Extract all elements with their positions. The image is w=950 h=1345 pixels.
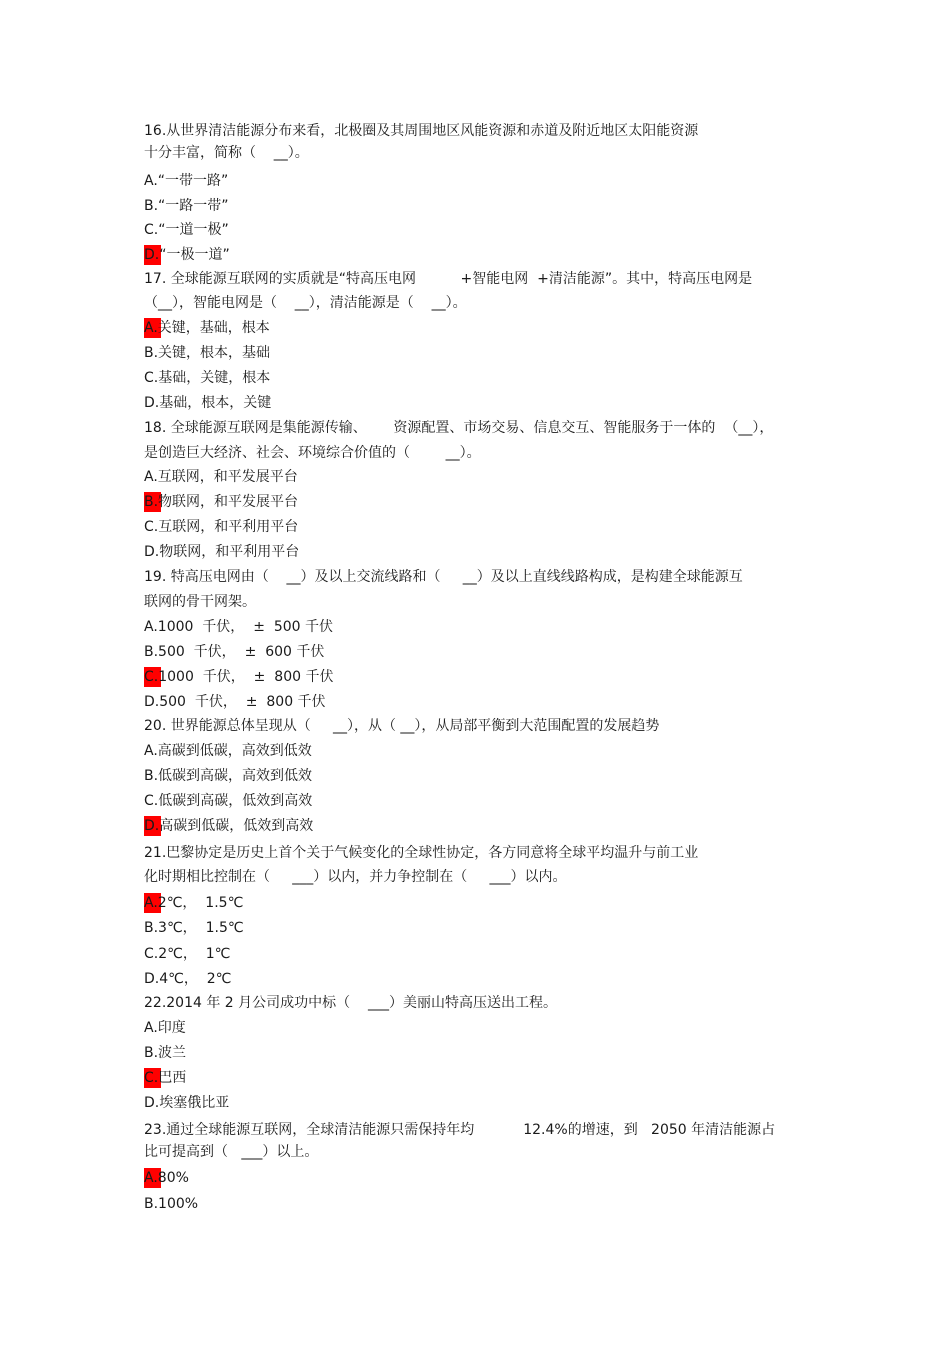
- q19-stem: 19. 特高压电网由（ __）及以上交流线路和（ __）及以上直线线路构成，是构建全球能源互: [144, 569, 743, 585]
- q16-stem: 16.从世界清洁能源分布来看，北极圈及其周围地区风能资源和赤道及附近地区太阳能资源: [144, 123, 699, 139]
- q20-stem: 20. 世界能源总体呈现从（ __），从（ __），从局部平衡到大范围配置的发展趋势: [144, 718, 660, 734]
- q22-option-b: B.波兰: [144, 1045, 187, 1061]
- q18-option-b: B.物联网，和平发展平台: [144, 494, 299, 510]
- q22-option-a: A.印度: [144, 1020, 186, 1036]
- q19-option-d: D.500 千伏， ± 800 千伏: [144, 694, 326, 710]
- q23-option-a: A.80%: [144, 1170, 189, 1186]
- q22-option-d: D.埃塞俄比亚: [144, 1095, 230, 1111]
- q21-stem: 21.巴黎协定是历史上首个关于气候变化的全球性协定，各方同意将全球平均温升与前工业: [144, 845, 699, 861]
- q22-option-c: C.巴西: [144, 1070, 187, 1086]
- q18-option-c: C.互联网，和平利用平台: [144, 519, 299, 535]
- q21-option-d: D.4℃， 2℃: [144, 971, 232, 987]
- q17-option-a: A.关键，基础，根本: [144, 320, 270, 336]
- q18-option-a: A.互联网，和平发展平台: [144, 469, 298, 485]
- q21-stem-cont: 化时期相比控制在（ ___）以内，并力争控制在（ ___）以内。: [144, 869, 567, 885]
- q22-stem: 22.2014 年 2 月公司成功中标（ ___）美丽山特高压送出工程。: [144, 995, 557, 1011]
- q16-option-d: D.“一极一道”: [144, 247, 230, 263]
- q21-option-b: B.3℃， 1.5℃: [144, 920, 244, 936]
- q17-option-b: B.关键，根本，基础: [144, 345, 271, 361]
- q21-option-c: C.2℃， 1℃: [144, 946, 231, 962]
- q17-option-d: D.基础，根本，关键: [144, 395, 272, 411]
- q20-option-d: D.高碳到低碳，低效到高效: [144, 818, 314, 834]
- q17-option-c: C.基础，关键，根本: [144, 370, 271, 386]
- q20-option-c: C.低碳到高碳，低效到高效: [144, 793, 313, 809]
- q19-stem-cont: 联网的骨干网架。: [144, 594, 256, 610]
- q23-stem-cont: 比可提高到（ ___）以上。: [144, 1144, 319, 1160]
- q16-option-c: C.“一道一极”: [144, 222, 229, 238]
- q17-stem: 17. 全球能源互联网的实质就是“特高压电网 +智能电网 +清洁能源”。其中，特高压电网是: [144, 271, 753, 287]
- q20-option-a: A.高碳到低碳，高效到低效: [144, 743, 312, 759]
- q19-option-b: B.500 千伏， ± 600 千伏: [144, 644, 325, 660]
- q18-option-d: D.物联网，和平利用平台: [144, 544, 300, 560]
- q16-option-b: B.“一路一带”: [144, 198, 229, 214]
- q16-stem-cont: 十分丰富，简称（ __）。: [144, 145, 309, 161]
- q17-stem-cont: （__），智能电网是（ __），清洁能源是（ __）。: [144, 295, 467, 311]
- q19-option-a: A.1000 千伏， ± 500 千伏: [144, 619, 334, 635]
- q20-option-b: B.低碳到高碳，高效到低效: [144, 768, 313, 784]
- q16-option-a: A.“一带一路”: [144, 173, 229, 189]
- q19-option-c: C.1000 千伏， ± 800 千伏: [144, 669, 334, 685]
- q23-option-b: B.100%: [144, 1196, 199, 1212]
- q18-stem: 18. 全球能源互联网是集能源传输、 资源配置、市场交易、信息交互、智能服务于一体的 （__），: [144, 420, 774, 436]
- q18-stem-cont: 是创造巨大经济、社会、环境综合价值的（ __）。: [144, 445, 481, 461]
- q21-option-a: A.2℃， 1.5℃: [144, 895, 244, 911]
- q23-stem: 23.通过全球能源互联网，全球清洁能源只需保持年均 12.4%的增速，到 2050 年清洁能源占: [144, 1122, 776, 1138]
